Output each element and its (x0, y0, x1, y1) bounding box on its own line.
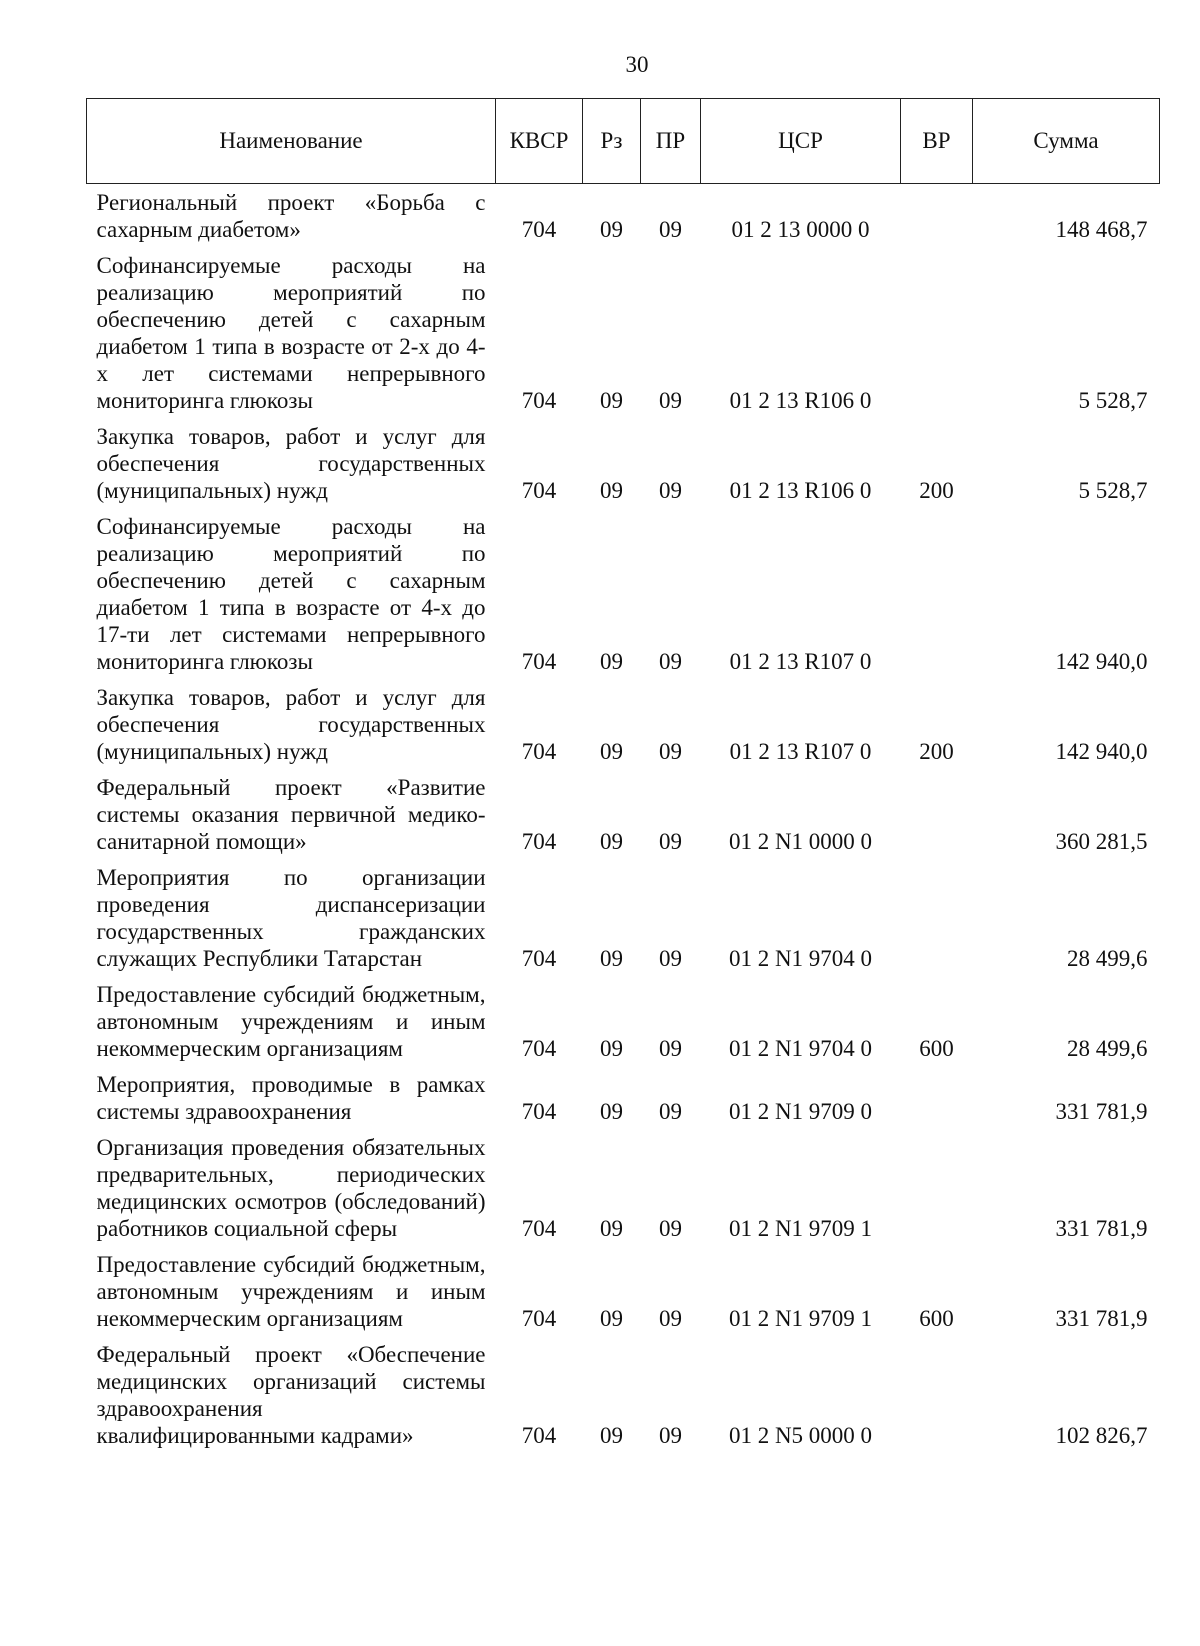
header-pr: ПР (641, 99, 701, 184)
row-kvsr: 704 (521, 739, 557, 764)
row-kvsr: 704 (521, 1036, 557, 1061)
row-csr: 01 2 N1 0000 0 (728, 829, 873, 854)
row-sum: 331 781,9 (1055, 1099, 1148, 1124)
table-row (87, 1066, 1160, 1129)
table-row (87, 769, 1160, 859)
row-pr: 09 (659, 1036, 682, 1061)
row-rz: 09 (600, 217, 623, 242)
row-name: Предоставление субсидий бюджетным, автономным учреждениям и иным некоммерческим организациям (96, 1252, 486, 1331)
row-sum: 28 499,6 (1067, 1036, 1148, 1061)
row-rz: 09 (600, 1306, 623, 1331)
row-csr: 01 2 13 R107 0 (729, 739, 872, 764)
row-name: Закупка товаров, работ и услуг для обеспечения государственных (муниципальных) нужд (96, 685, 486, 764)
table-row (87, 1336, 1160, 1453)
row-name: Федеральный проект «Обеспечение медицинских организаций системы здравоохранения квалифицированными кадрами» (96, 1342, 486, 1448)
row-sum: 28 499,6 (1067, 946, 1148, 971)
row-pr: 09 (659, 217, 682, 242)
table-row (87, 679, 1160, 769)
row-pr: 09 (659, 1099, 682, 1124)
row-csr: 01 2 N1 9709 1 (728, 1216, 873, 1241)
row-sum: 5 528,7 (1078, 478, 1148, 503)
header-rz: Рз (583, 99, 641, 184)
table-header-row (87, 99, 1160, 184)
row-name: Федеральный проект «Развитие системы оказания первичной медико-санитарной помощи» (96, 775, 486, 854)
row-kvsr: 704 (521, 1216, 557, 1241)
row-sum: 5 528,7 (1078, 388, 1148, 413)
table-row (87, 859, 1160, 976)
row-pr: 09 (659, 478, 682, 503)
row-csr: 01 2 13 0000 0 (731, 217, 870, 242)
row-rz: 09 (600, 388, 623, 413)
row-rz: 09 (600, 1216, 623, 1241)
row-name: Предоставление субсидий бюджетным, автономным учреждениям и иным некоммерческим организациям (96, 982, 486, 1061)
table-row (87, 976, 1160, 1066)
row-name: Мероприятия, проводимые в рамках системы здравоохранения (96, 1072, 486, 1124)
row-rz: 09 (600, 1036, 623, 1061)
header-vr: ВР (901, 99, 973, 184)
row-sum: 102 826,7 (1055, 1423, 1148, 1448)
row-name: Мероприятия по организации проведения диспансеризации государственных гражданских служащих Республики Татарстан (96, 865, 486, 971)
row-rz: 09 (600, 649, 623, 674)
row-rz: 09 (600, 946, 623, 971)
row-sum: 148 468,7 (1055, 217, 1148, 242)
row-pr: 09 (659, 388, 682, 413)
row-csr: 01 2 13 R107 0 (729, 649, 872, 674)
row-pr: 09 (659, 1216, 682, 1241)
row-name: Организация проведения обязательных предварительных, периодических медицинских осмотров (обследований) работников социальной сферы (96, 1135, 486, 1241)
budget-table (86, 98, 1160, 1453)
table-row (87, 418, 1160, 508)
row-pr: 09 (659, 829, 682, 854)
row-rz: 09 (600, 478, 623, 503)
header-sum: Сумма (973, 99, 1160, 184)
row-vr (901, 859, 973, 976)
row-csr: 01 2 N1 9704 0 (728, 946, 873, 971)
row-csr: 01 2 N1 9709 0 (728, 1099, 873, 1124)
row-pr: 09 (659, 649, 682, 674)
row-kvsr: 704 (521, 1306, 557, 1331)
row-rz: 09 (600, 1423, 623, 1448)
row-kvsr: 704 (521, 829, 557, 854)
row-name: Региональный проект «Борьба с сахарным диабетом» (96, 190, 486, 242)
row-name: Закупка товаров, работ и услуг для обеспечения государственных (муниципальных) нужд (96, 424, 486, 503)
row-kvsr: 704 (521, 649, 557, 674)
row-sum: 360 281,5 (1055, 829, 1148, 854)
row-vr: 200 (919, 739, 954, 764)
row-pr: 09 (659, 1423, 682, 1448)
row-pr: 09 (659, 1306, 682, 1331)
row-vr (901, 769, 973, 859)
row-rz: 09 (600, 1099, 623, 1124)
row-sum: 142 940,0 (1055, 739, 1148, 764)
table-row (87, 184, 1160, 248)
row-pr: 09 (659, 739, 682, 764)
row-vr (901, 247, 973, 418)
table-row (87, 247, 1160, 418)
row-vr: 200 (919, 478, 954, 503)
row-name: Софинансируемые расходы на реализацию мероприятий по обеспечению детей с сахарным диабетом 1 типа в возрасте от 4-х до 17-ти лет системами непрерывного мониторинга глюкозы (96, 514, 486, 674)
row-rz: 09 (600, 739, 623, 764)
row-pr: 09 (659, 946, 682, 971)
row-csr: 01 2 13 R106 0 (729, 388, 872, 413)
row-name: Софинансируемые расходы на реализацию мероприятий по обеспечению детей с сахарным диабетом 1 типа в возрасте от 2-х до 4-х лет системами непрерывного мониторинга глюкозы (96, 253, 486, 413)
row-vr: 600 (919, 1306, 954, 1331)
row-vr: 600 (919, 1036, 954, 1061)
table-row (87, 508, 1160, 679)
row-csr: 01 2 N1 9709 1 (728, 1306, 873, 1331)
row-vr (901, 1129, 973, 1246)
row-kvsr: 704 (521, 946, 557, 971)
header-csr: ЦСР (701, 99, 901, 184)
row-csr: 01 2 13 R106 0 (729, 478, 872, 503)
row-vr (901, 1066, 973, 1129)
header-name: Наименование (87, 99, 496, 184)
row-vr (901, 508, 973, 679)
row-vr (901, 184, 973, 248)
row-kvsr: 704 (521, 1423, 557, 1448)
table-row (87, 1246, 1160, 1336)
row-vr (901, 1336, 973, 1453)
row-rz: 09 (600, 829, 623, 854)
row-csr: 01 2 N5 0000 0 (728, 1423, 873, 1448)
row-kvsr: 704 (521, 388, 557, 413)
row-sum: 331 781,9 (1055, 1306, 1148, 1331)
header-kvsr: КВСР (496, 99, 583, 184)
page-number: 30 (625, 52, 649, 77)
row-kvsr: 704 (521, 478, 557, 503)
table-row (87, 1129, 1160, 1246)
row-kvsr: 704 (521, 1099, 557, 1124)
row-sum: 142 940,0 (1055, 649, 1148, 674)
row-kvsr: 704 (521, 217, 557, 242)
row-csr: 01 2 N1 9704 0 (728, 1036, 873, 1061)
row-sum: 331 781,9 (1055, 1216, 1148, 1241)
